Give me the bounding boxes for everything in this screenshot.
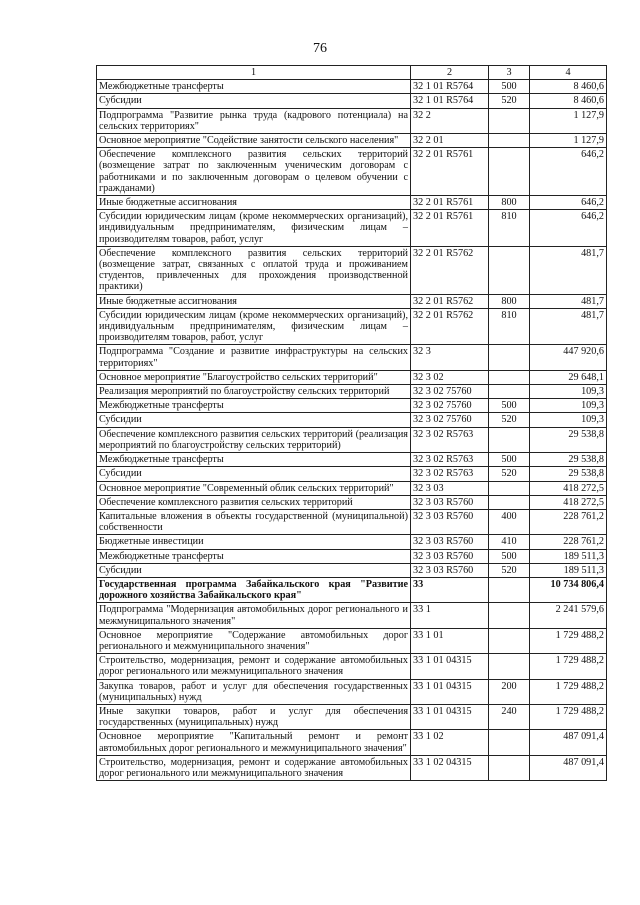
row-name-cell: Иные закупки товаров, работ и услуг для обеспечения государственных (муниципальных) нужд — [97, 704, 411, 729]
row-name-cell: Основное мероприятие "Содержание автомобильных дорог регионального и межмуниципального значения" — [97, 628, 411, 653]
row-expense-type-cell — [489, 385, 530, 399]
table-row — [97, 246, 607, 294]
row-expense-type-cell — [489, 108, 530, 133]
header-row — [97, 66, 607, 80]
table-row — [97, 535, 607, 549]
row-amount-cell: 10 734 806,4 — [530, 577, 607, 602]
table-row — [97, 603, 607, 628]
row-amount-cell: 228 761,2 — [530, 535, 607, 549]
table-row — [97, 730, 607, 755]
row-name-cell: Закупка товаров, работ и услуг для обеспечения государственных (муниципальных) нужд — [97, 679, 411, 704]
row-name-cell: Обеспечение комплексного развития сельских территорий (возмещение затрат, связанных с оплатой труда и проживанием студентов, привлеченных для прохождения производственной практики) — [97, 246, 411, 294]
row-amount-cell: 418 272,5 — [530, 481, 607, 495]
row-amount-cell: 646,2 — [530, 196, 607, 210]
row-name-cell: Строительство, модернизация, ремонт и содержание автомобильных дорог регионального или межмуниципального значения — [97, 755, 411, 780]
row-expense-type-cell — [489, 730, 530, 755]
row-amount-cell: 29 648,1 — [530, 370, 607, 384]
row-name-cell: Основное мероприятие "Современный облик сельских территорий" — [97, 481, 411, 495]
row-amount-cell: 646,2 — [530, 210, 607, 247]
row-amount-cell: 1 729 488,2 — [530, 704, 607, 729]
row-amount-cell: 2 241 579,6 — [530, 603, 607, 628]
row-amount-cell: 646,2 — [530, 148, 607, 196]
table-row — [97, 427, 607, 452]
row-expense-type-cell: 500 — [489, 453, 530, 467]
row-expense-type-cell — [489, 755, 530, 780]
table-row — [97, 467, 607, 481]
row-expense-type-cell — [489, 246, 530, 294]
row-name-cell: Подпрограмма "Создание и развитие инфраструктуры на сельских территориях" — [97, 345, 411, 370]
row-amount-cell: 418 272,5 — [530, 495, 607, 509]
row-name-cell: Капитальные вложения в объекты государственной (муниципальной) собственности — [97, 509, 411, 534]
row-expense-type-cell: 500 — [489, 549, 530, 563]
table-row — [97, 628, 607, 653]
row-code-cell: 32 2 01 R5761 — [411, 148, 489, 196]
row-expense-type-cell: 800 — [489, 294, 530, 308]
row-name-cell: Подпрограмма "Развитие рынка труда (кадрового потенциала) на сельских территориях" — [97, 108, 411, 133]
row-name-cell: Бюджетные инвестиции — [97, 535, 411, 549]
row-expense-type-cell: 500 — [489, 399, 530, 413]
row-expense-type-cell: 520 — [489, 563, 530, 577]
row-expense-type-cell — [489, 603, 530, 628]
row-name-cell: Обеспечение комплексного развития сельских территорий — [97, 495, 411, 509]
row-code-cell: 32 3 02 — [411, 370, 489, 384]
row-name-cell: Основное мероприятие "Капитальный ремонт и ремонт автомобильных дорог регионального и межмуниципального значения" — [97, 730, 411, 755]
table-row — [97, 370, 607, 384]
row-amount-cell: 29 538,8 — [530, 453, 607, 467]
row-code-cell: 33 — [411, 577, 489, 602]
table-row — [97, 495, 607, 509]
table-row — [97, 385, 607, 399]
row-code-cell: 32 3 — [411, 345, 489, 370]
row-amount-cell: 189 511,3 — [530, 563, 607, 577]
row-expense-type-cell — [489, 148, 530, 196]
row-name-cell: Субсидии — [97, 94, 411, 108]
row-code-cell: 32 3 02 75760 — [411, 385, 489, 399]
table-row — [97, 345, 607, 370]
row-name-cell: Иные бюджетные ассигнования — [97, 196, 411, 210]
row-amount-cell: 1 729 488,2 — [530, 679, 607, 704]
row-name-cell: Межбюджетные трансферты — [97, 80, 411, 94]
row-code-cell: 32 3 02 R5763 — [411, 467, 489, 481]
row-name-cell: Подпрограмма "Модернизация автомобильных дорог регионального и межмуниципального значения" — [97, 603, 411, 628]
row-name-cell: Субсидии — [97, 563, 411, 577]
page-number: 76 — [313, 41, 327, 56]
row-expense-type-cell: 800 — [489, 196, 530, 210]
row-name-cell: Межбюджетные трансферты — [97, 399, 411, 413]
row-code-cell: 33 1 01 04315 — [411, 679, 489, 704]
row-expense-type-cell — [489, 345, 530, 370]
row-amount-cell: 8 460,6 — [530, 94, 607, 108]
row-expense-type-cell: 400 — [489, 509, 530, 534]
row-code-cell: 32 3 03 R5760 — [411, 495, 489, 509]
row-code-cell: 32 3 02 R5763 — [411, 427, 489, 452]
table-row — [97, 679, 607, 704]
table-row — [97, 413, 607, 427]
row-expense-type-cell — [489, 370, 530, 384]
table-row — [97, 148, 607, 196]
row-name-cell: Субсидии юридическим лицам (кроме некоммерческих организаций), индивидуальным предпринимателям, физическим лицам – производителям товаров, работ, услуг — [97, 308, 411, 345]
column-header-4: 4 — [530, 66, 607, 80]
row-name-cell: Иные бюджетные ассигнования — [97, 294, 411, 308]
budget-table — [96, 65, 607, 781]
row-expense-type-cell: 410 — [489, 535, 530, 549]
table-row — [97, 755, 607, 780]
row-amount-cell: 29 538,8 — [530, 427, 607, 452]
column-header-3: 3 — [489, 66, 530, 80]
row-name-cell: Межбюджетные трансферты — [97, 453, 411, 467]
row-expense-type-cell: 240 — [489, 704, 530, 729]
table-row — [97, 577, 607, 602]
row-amount-cell: 487 091,4 — [530, 755, 607, 780]
row-code-cell: 32 3 03 R5760 — [411, 549, 489, 563]
row-amount-cell: 109,3 — [530, 399, 607, 413]
row-code-cell: 32 3 03 R5760 — [411, 509, 489, 534]
table-row — [97, 210, 607, 247]
table-row — [97, 294, 607, 308]
row-amount-cell: 228 761,2 — [530, 509, 607, 534]
table-row — [97, 308, 607, 345]
row-code-cell: 32 2 01 R5762 — [411, 246, 489, 294]
row-name-cell: Государственная программа Забайкальского края "Развитие дорожного хозяйства Забайкальского края" — [97, 577, 411, 602]
row-name-cell: Субсидии юридическим лицам (кроме некоммерческих организаций), индивидуальным предпринимателям, физическим лицам – производителям товаров, работ, услуг — [97, 210, 411, 247]
row-expense-type-cell: 520 — [489, 94, 530, 108]
row-amount-cell: 29 538,8 — [530, 467, 607, 481]
row-expense-type-cell: 810 — [489, 308, 530, 345]
row-code-cell: 32 3 03 R5760 — [411, 535, 489, 549]
row-code-cell: 33 1 01 — [411, 628, 489, 653]
table-row — [97, 563, 607, 577]
row-expense-type-cell: 520 — [489, 467, 530, 481]
row-name-cell: Реализация мероприятий по благоустройству сельских территорий — [97, 385, 411, 399]
row-expense-type-cell — [489, 495, 530, 509]
row-name-cell: Основное мероприятие "Благоустройство сельских территорий" — [97, 370, 411, 384]
row-code-cell: 32 2 01 — [411, 134, 489, 148]
row-code-cell: 33 1 02 — [411, 730, 489, 755]
column-header-2: 2 — [411, 66, 489, 80]
row-code-cell: 32 1 01 R5764 — [411, 94, 489, 108]
table-row — [97, 108, 607, 133]
row-name-cell: Субсидии — [97, 413, 411, 427]
row-amount-cell: 8 460,6 — [530, 80, 607, 94]
row-name-cell: Обеспечение комплексного развития сельских территорий (возмещение затрат по заключенным ученическим договорам с работниками и по заключенным договорам о целевом обучении с гражданами) — [97, 148, 411, 196]
row-code-cell: 32 2 01 R5762 — [411, 294, 489, 308]
table-row — [97, 453, 607, 467]
row-amount-cell: 1 729 488,2 — [530, 654, 607, 679]
row-code-cell: 33 1 02 04315 — [411, 755, 489, 780]
table-row — [97, 509, 607, 534]
row-code-cell: 32 2 01 R5762 — [411, 308, 489, 345]
row-expense-type-cell — [489, 427, 530, 452]
row-name-cell: Основное мероприятие "Содействие занятости сельского населения" — [97, 134, 411, 148]
row-amount-cell: 1 127,9 — [530, 108, 607, 133]
row-name-cell: Строительство, модернизация, ремонт и содержание автомобильных дорог регионального или межмуниципального значения — [97, 654, 411, 679]
row-expense-type-cell — [489, 628, 530, 653]
row-name-cell: Межбюджетные трансферты — [97, 549, 411, 563]
row-code-cell: 33 1 — [411, 603, 489, 628]
table-row — [97, 196, 607, 210]
row-code-cell: 32 2 — [411, 108, 489, 133]
row-code-cell: 32 3 03 — [411, 481, 489, 495]
row-code-cell: 33 1 01 04315 — [411, 704, 489, 729]
row-name-cell: Обеспечение комплексного развития сельских территорий (реализация мероприятий по благоустройству сельских территорий) — [97, 427, 411, 452]
table-row — [97, 134, 607, 148]
row-code-cell: 32 3 02 75760 — [411, 399, 489, 413]
row-code-cell: 32 1 01 R5764 — [411, 80, 489, 94]
row-name-cell: Субсидии — [97, 467, 411, 481]
row-amount-cell: 1 729 488,2 — [530, 628, 607, 653]
row-amount-cell: 487 091,4 — [530, 730, 607, 755]
row-amount-cell: 447 920,6 — [530, 345, 607, 370]
row-expense-type-cell — [489, 481, 530, 495]
row-amount-cell: 109,3 — [530, 413, 607, 427]
table-row — [97, 481, 607, 495]
row-expense-type-cell: 810 — [489, 210, 530, 247]
row-expense-type-cell: 520 — [489, 413, 530, 427]
row-expense-type-cell — [489, 134, 530, 148]
row-code-cell: 32 3 02 75760 — [411, 413, 489, 427]
table-row — [97, 94, 607, 108]
row-code-cell: 32 2 01 R5761 — [411, 210, 489, 247]
row-expense-type-cell — [489, 654, 530, 679]
table-row — [97, 549, 607, 563]
row-expense-type-cell: 500 — [489, 80, 530, 94]
row-amount-cell: 481,7 — [530, 246, 607, 294]
row-code-cell: 33 1 01 04315 — [411, 654, 489, 679]
row-amount-cell: 109,3 — [530, 385, 607, 399]
row-amount-cell: 481,7 — [530, 294, 607, 308]
row-code-cell: 32 3 03 R5760 — [411, 563, 489, 577]
row-code-cell: 32 2 01 R5761 — [411, 196, 489, 210]
row-code-cell: 32 3 02 R5763 — [411, 453, 489, 467]
row-amount-cell: 1 127,9 — [530, 134, 607, 148]
row-expense-type-cell — [489, 577, 530, 602]
table-row — [97, 399, 607, 413]
table-row — [97, 704, 607, 729]
row-amount-cell: 189 511,3 — [530, 549, 607, 563]
table-row — [97, 80, 607, 94]
row-expense-type-cell: 200 — [489, 679, 530, 704]
column-header-1: 1 — [97, 66, 411, 80]
row-amount-cell: 481,7 — [530, 308, 607, 345]
table-row — [97, 654, 607, 679]
